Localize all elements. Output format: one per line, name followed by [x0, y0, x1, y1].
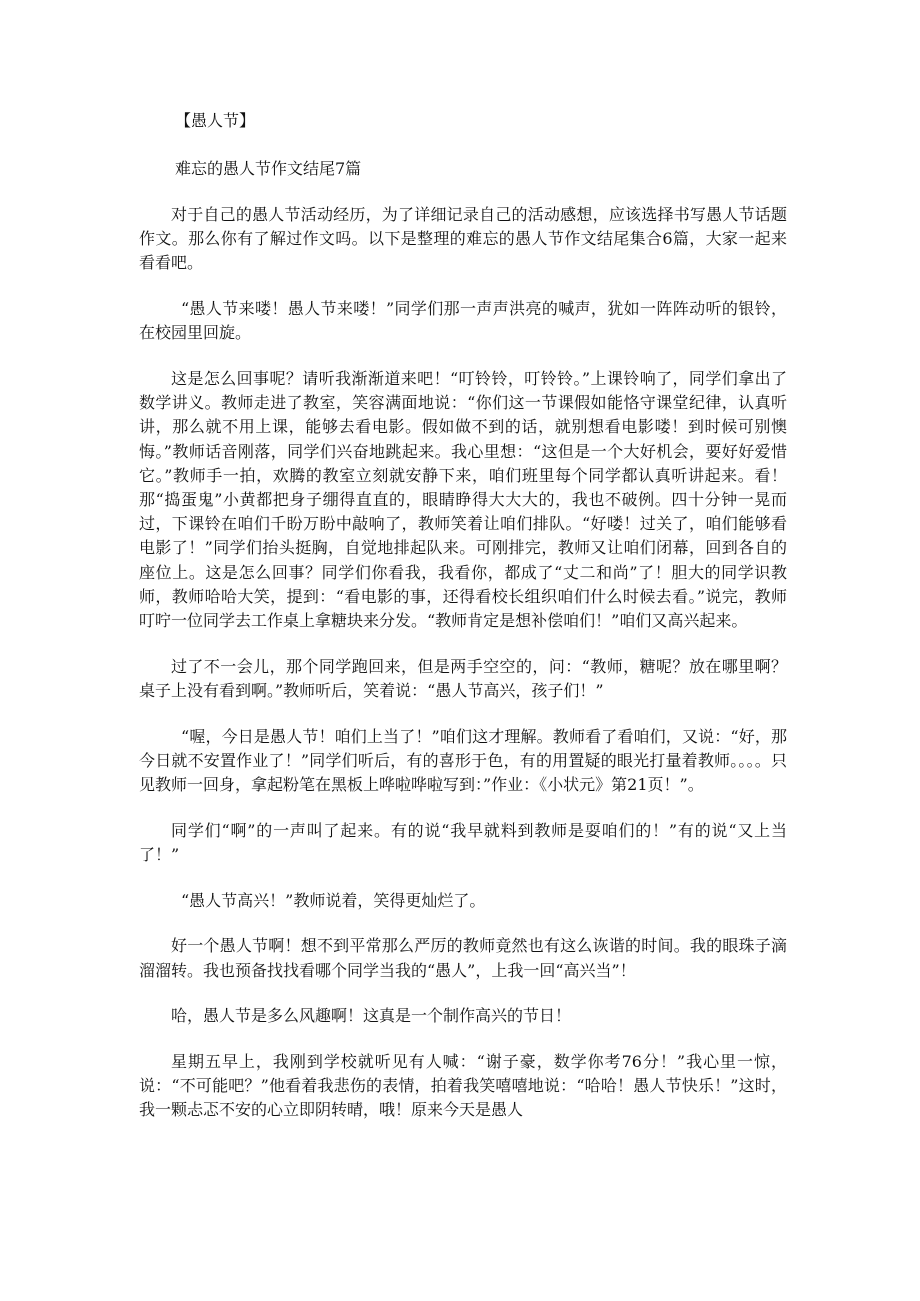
paragraph: “愚人节高兴！”教师说着，笑得更灿烂了。 [181, 890, 486, 910]
document-body [139, 203, 787, 1144]
paragraph: 好一个愚人节啊！想不到平常那么严厉的教师竟然也有这么诙谐的时间。我的眼珠子滴溜溜转。我也预备找找看哪个同学当我的“愚人”，上我一回“高兴当”！ [139, 936, 787, 980]
header-label: 【愚人节】 [175, 111, 256, 130]
paragraph: 哈，愚人节是多么风趣啊！这真是一个制作高兴的节日！ [171, 1006, 572, 1026]
paragraph: 这是怎么回事呢？请听我渐渐道来吧！“叮铃铃，叮铃铃。”上课铃响了，同学们拿出了数学讲义。教师走进了教室，笑容满面地说：“你们这一节课假如能恪守课堂纪律，认真听讲，那么就不用上课，能够去看电影。假如做不到的话，就别想看电影喽！到时候可别懊悔。”教师话音刚落，同学们兴奋地跳起来。我心里想：“这但是一个大好机会，要好好爱惜它。”教师手一拍，欢腾的教室立刻就安静下来，咱们班里每个同学都认真听讲起来。看！那“捣蛋鬼”小黄都把身子绷得直直的，眼睛睁得大大大的，我也不破例。四十分钟一晃而过，下课铃在咱们千盼万盼中敲响了，教师笑着让咱们排队。“好喽！过关了，咱们能够看电影了！”同学们抬头挺胸，自觉地排起队来。可刚排完，教师又让咱们闭幕，回到各自的座位上。这是怎么回事？同学们你看我，我看你，都成了“丈二和尚”了！胆大的同学识教师，教师哈哈大笑，提到：“看电影的事，还得看校长组织咱们什么时候去看。”说完，教师叮咛一位同学去工作桌上拿糖块来分发。“教师肯定是想补偿咱们！”咱们又高兴起来。 [139, 369, 787, 631]
paragraph: “喔，今日是愚人节！咱们上当了！”咱们这才理解。教师看了看咱们，又说：“好，那今日就不安置作业了！”同学们听后，有的喜形于色，有的用置疑的眼光打量着教师。。。。只见教师一回身，拿起粉笔在黑板上哗啦哗啦写到：”作业：《小状元》第21页！”。 [139, 726, 787, 795]
paragraph-intro: 对于自己的愚人节活动经历，为了详细记录自己的活动感想，应该选择书写愚人节话题作文。那么你有了解过作文吗。以下是整理的难忘的愚人节作文结尾集合6篇，大家一起来看看吧。 [139, 205, 787, 273]
paragraph: 星期五早上，我刚到学校就听见有人喊：“谢子豪，数学你考76分！”我心里一惊，说：“不可能吧？”他看着我悲伤的表情，拍着我笑嘻嘻地说：“哈哈！愚人节快乐！”这时，我一颗忐忑不安的心立即阴转晴，哦！原来今天是愚人 [139, 1051, 787, 1120]
paragraph: 同学们“啊”的一声叫了起来。有的说“我早就料到教师是耍咱们的！”有的说“又上当了！” [139, 820, 787, 864]
document-title: 难忘的愚人节作文结尾7篇 [175, 159, 362, 178]
paragraph: 过了不一会儿，那个同学跑回来，但是两手空空的，问：“教师，糖呢？放在哪里啊？桌子上没有看到啊。”教师听后，笑着说：“愚人节高兴，孩子们！” [139, 656, 787, 700]
paragraph: “愚人节来喽！愚人节来喽！”同学们那一声声洪亮的喊声，犹如一阵阵动听的银铃，在校园里回旋。 [139, 299, 787, 343]
